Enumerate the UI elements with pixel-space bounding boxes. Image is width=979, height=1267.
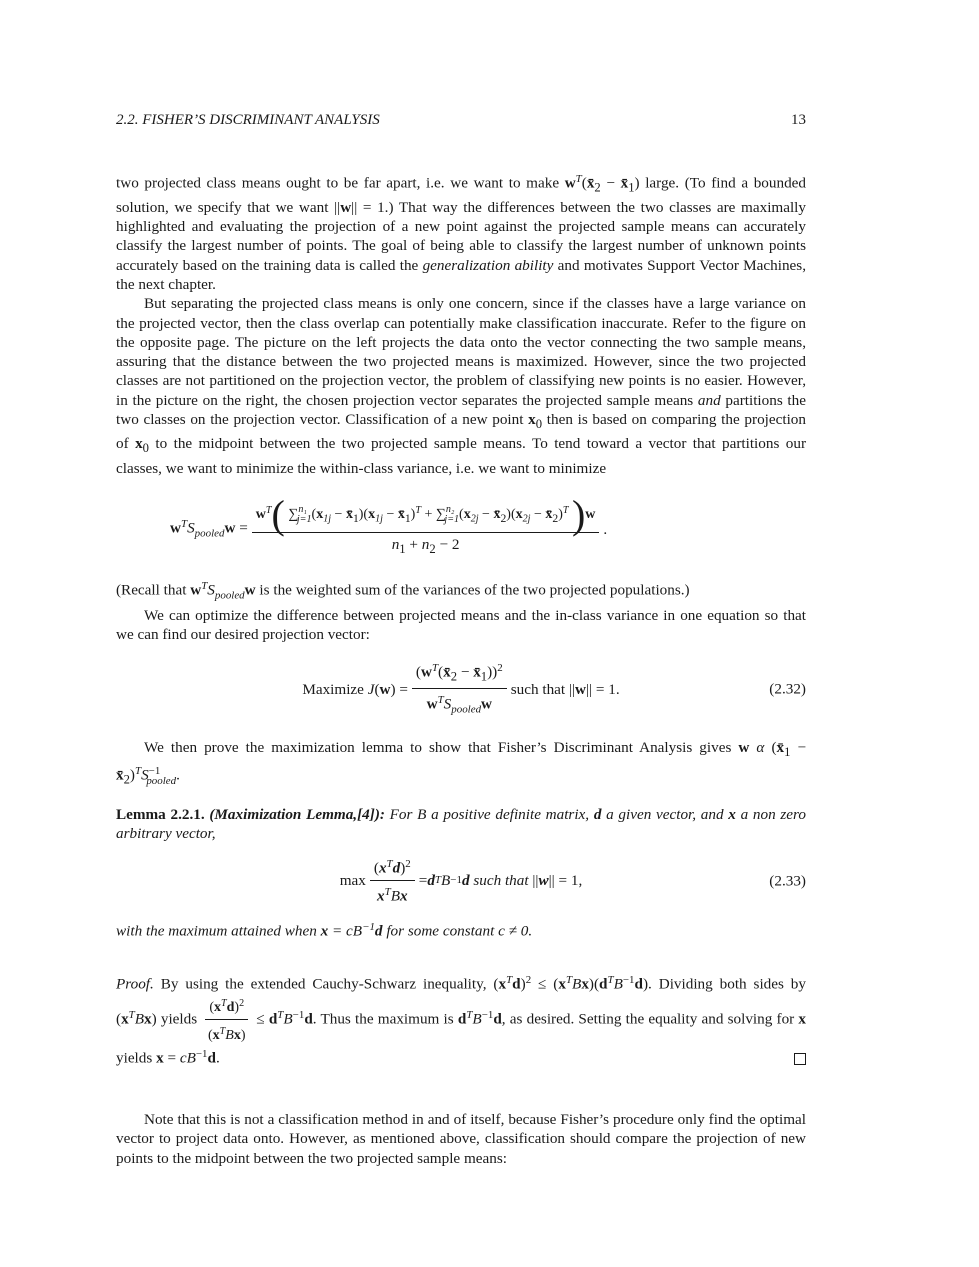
paragraph-4: We then prove the maximization lemma to show that Fisher’s Discriminant Analysis gives w α ($x̄_1$ − $x̄_2)^TS^{-1}_{pooled}$. xyxy=(116,738,807,787)
paragraph-note: Note that this is not a classification method in and of itself, because Fisher’s procedure only find the optimal vector to project data onto. However, as mentioned above, classification should compare the projection of new points to the midpoint between the two projected sample means: xyxy=(116,1110,806,1167)
equation-2-33: max $\frac{(x^Td)^2}{x^TBx}$ = d T B −1 d such that || w || = 1, (2.33) xyxy=(116,855,806,906)
emphasis-generalization-ability: generalization ability xyxy=(422,256,554,274)
emphasis-and: and xyxy=(697,391,721,409)
section-title: 2.2. FISHER’S DISCRIMINANT ANALYSIS xyxy=(116,112,380,128)
lemma-heading: Lemma 2.2.1. xyxy=(116,805,205,823)
proof: Proof. By using the extended Cauchy-Schwarz inequality, $(x^Td)^2 \le (x^TBx)(d^TB^{-1}d)$. Dividing both sides by $(x^TBx)$ yields $\frac{(x^Td)^2}{(x^TBx)}$ ≤ $d^TB^{-1}d$. Thus the maximum is $d^TB^{-1}d$, as desired. Setting the equality and solving for x yields $x = cB^{-1}d$. xyxy=(116,973,806,1067)
paragraph-1: two projected class means ought to be far apart, i.e. we want to make $w^T(x̄_2$ − $x̄_1$) large. (To find a bounded solution, we specify that we want ||w|| = 1.) That way the differences between the two classes are maximally highlighted and evaluating the projection of a new point against the projected sample means can accurately classify the largest number of points. The goal of being able to classify the largest number of unknown points accurately based on the training data is called the generalization ability and motivates Support Vector Machines, the next chapter. xyxy=(116,173,806,293)
equation-2-32: Maximize J ( w ) = $\frac{(w^T(x̄_2 - x̄_1))^2}{w^TS_{pooled}w}$ such that || w || = 1. (2.32) xyxy=(116,659,806,720)
lemma-name: (Maximization Lemma,[4]): xyxy=(209,805,385,823)
proof-label: Proof. xyxy=(116,975,154,993)
lemma-conclusion: with the maximum attained when $x = cB^{-1}d$ for some constant c ≠ 0. xyxy=(116,920,533,940)
equation-number-2-33: (2.33) xyxy=(769,872,806,890)
paragraph-2: But separating the projected class means is only one concern, since if the classes have a large variance on the projected vector, then the class overlap can potentially make classification inaccurate. Refer to the figure on the opposite page. The picture on the left projects the data onto the vector connecting the two sample means, assuring that the distance between the two projected means is maximized. However, since the two projected classes are not partitioned on the projection vector, the problem of classifying new points is no easier. However, in the picture on the right, the chosen projection vector separates the projected sample means and partitions the two classes on the projection vector. Classification of a new point $x_0$ then is based on comparing the projection of $x_0$ to the midpoint between the two projected sample means. To tend toward a vector that partitions our classes, we want to minimize the within-class variance, i.e. we want to minimize xyxy=(116,295,806,477)
lemma-2-2-1: Lemma 2.2.1. (Maximization Lemma,[4]): For B a positive definite matrix, d a given vector, and x a non zero arbitrary vector, xyxy=(116,805,806,843)
qed-square-icon xyxy=(794,1053,806,1065)
running-header xyxy=(116,112,806,129)
page-number: 13 xyxy=(791,112,806,128)
paragraph-3: We can optimize the difference between projected means and the in-class variance in one equation so that we can find our desired projection vector: xyxy=(116,606,806,644)
recall-sentence: (Recall that $w^TS_{pooled}w$ is the weighted sum of the variances of the two projected populations.) xyxy=(116,580,690,602)
page-body xyxy=(116,170,806,1168)
equation-number-2-32: (2.32) xyxy=(769,680,806,698)
equation-pooled-variance: $w^TS_{pooled}w$ = $w^T$( $\sum^{n_1}_{j=1}(x_{1j}$ − $x̄_1)(x_{1j}$ − $x̄_1)^T + \sum^{n_2}_{j=1}(x_{2j}$ − $x̄_2)(x_{2j}$ − $x̄_2)^T$ )w $n_1 + n_2 - 2$ . xyxy=(170,492,608,557)
